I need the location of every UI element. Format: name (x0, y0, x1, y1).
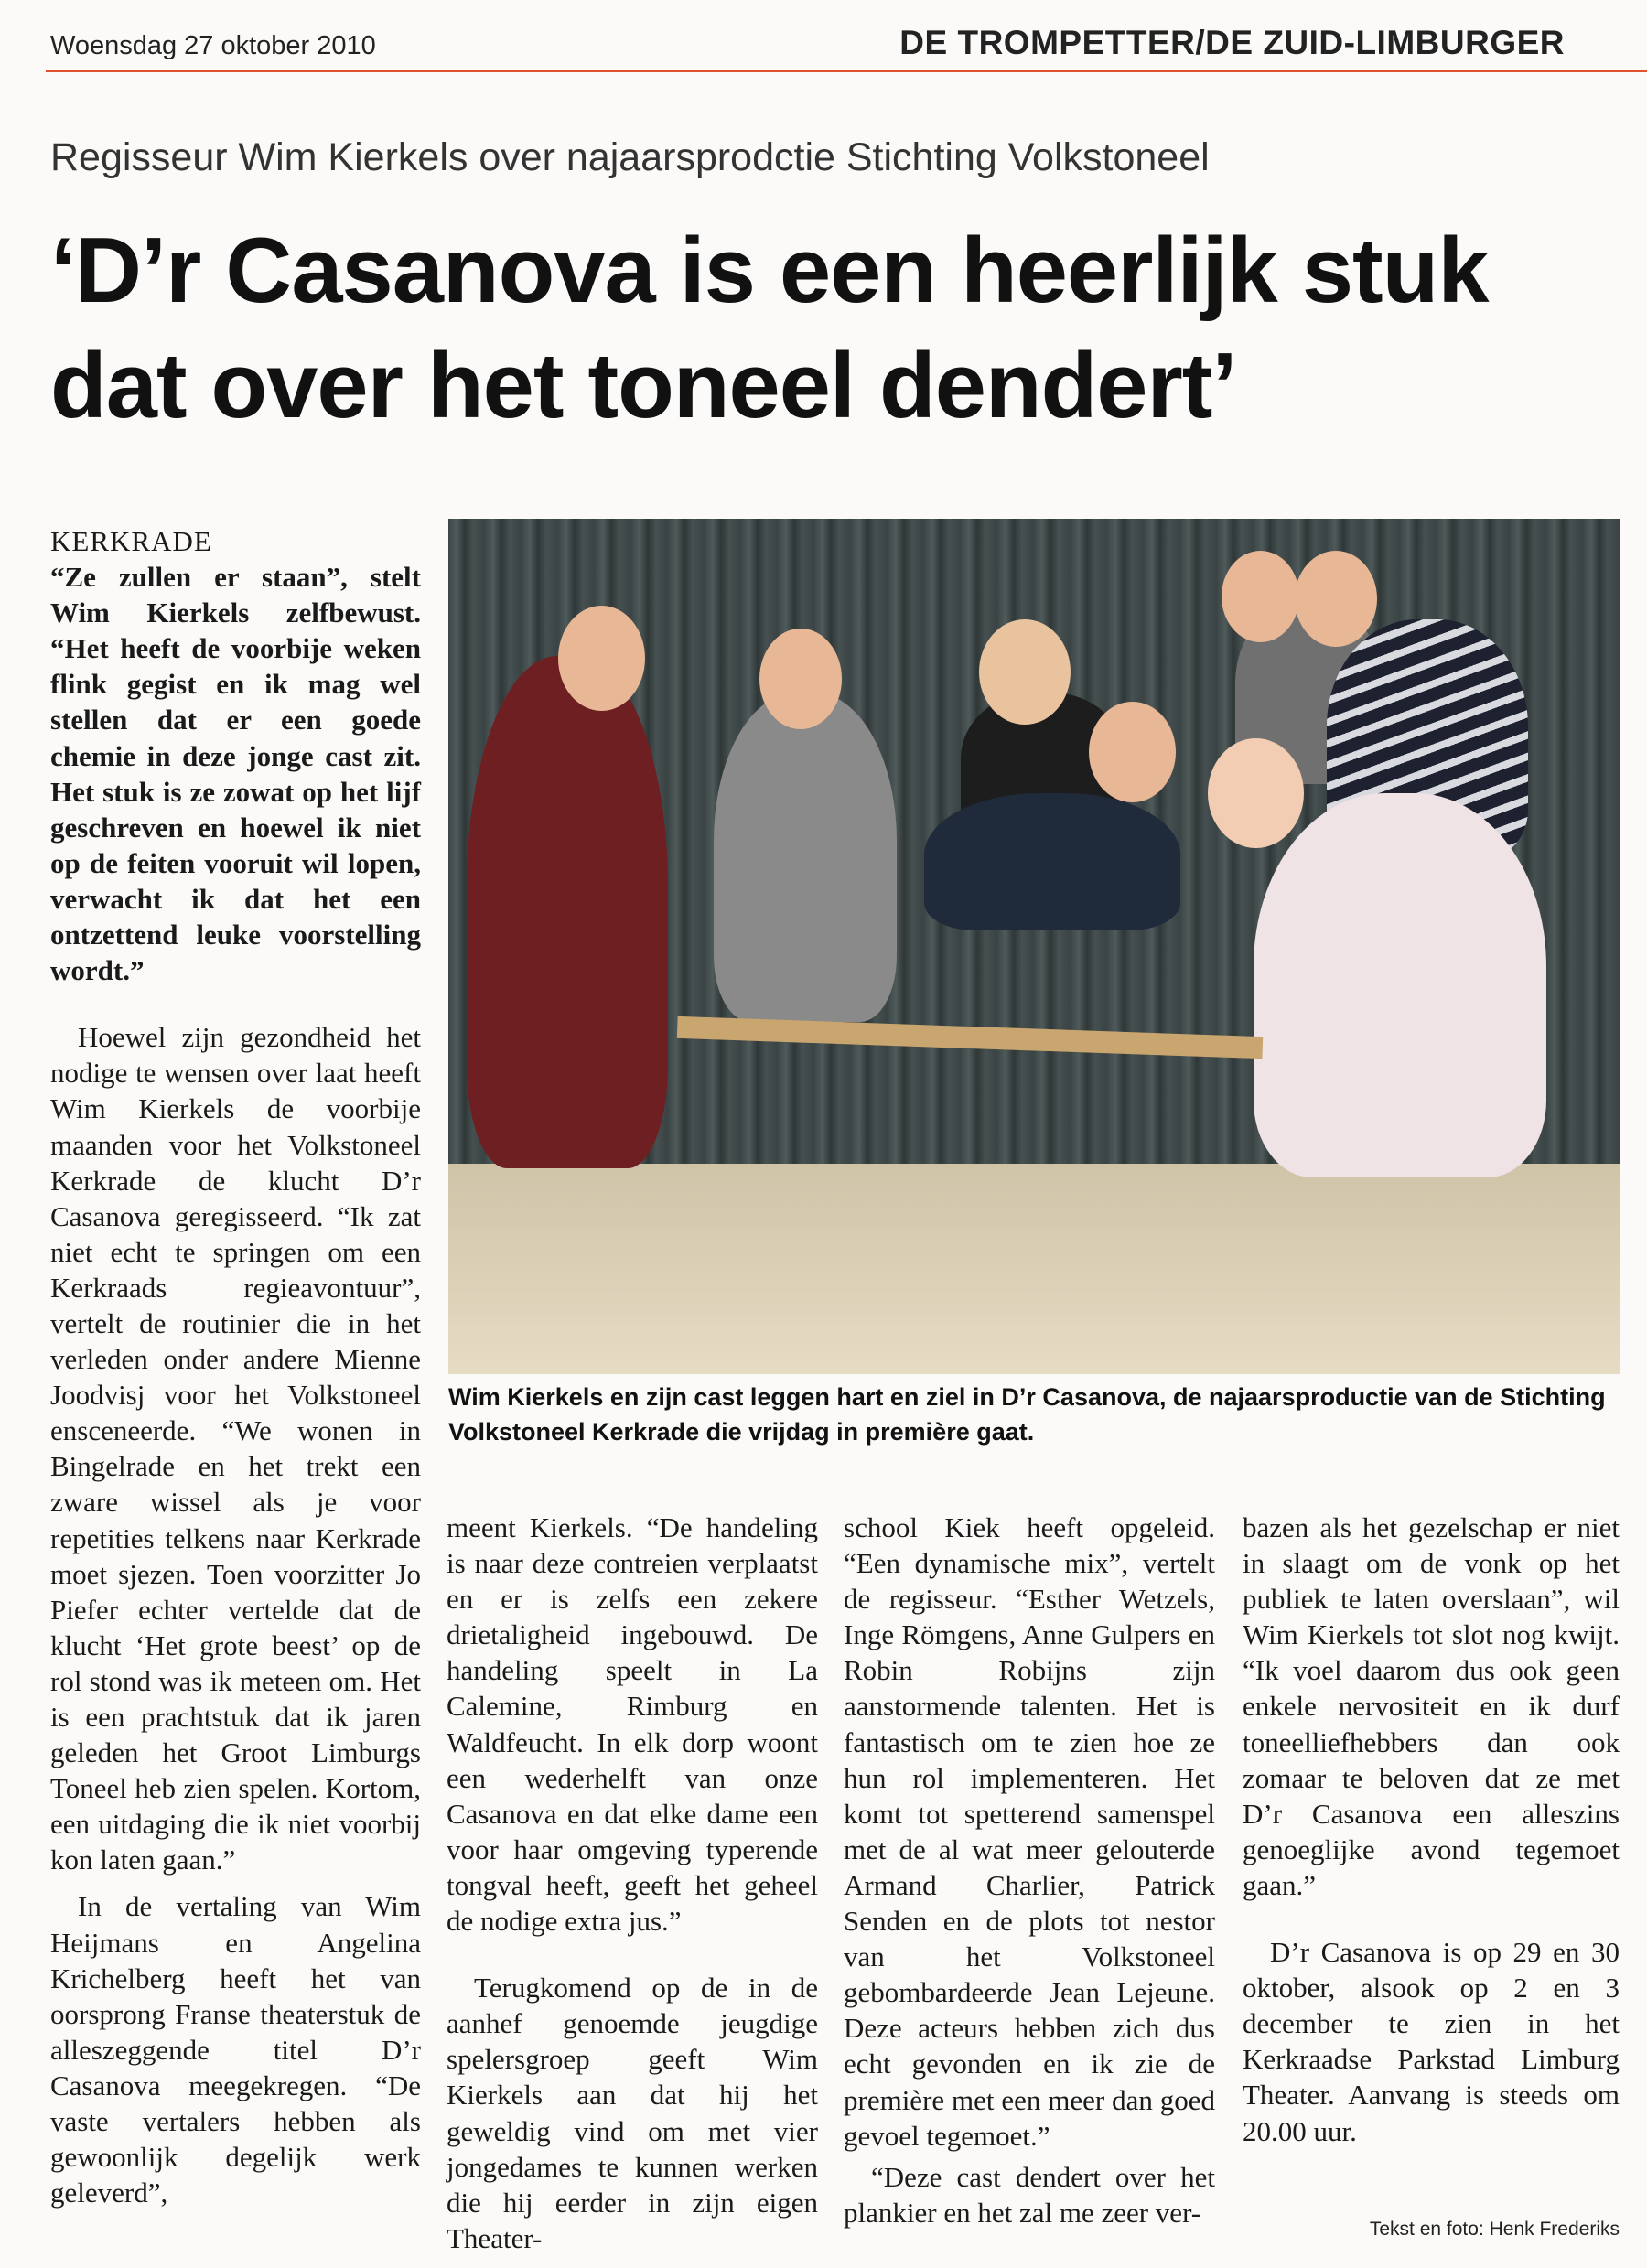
body-paragraph: school Kiek heeft opgeleid. “Een dynamische mix”, vertelt de regisseur. “Esther Wetzels, Inge Römgens, Anne Gulpers en Robin Robijns zijn aanstormende talenten. Het is fantastisch om te zien hoe ze hun rol implementeren. Het komt tot spetterend samenspel met de al wat meer gelouterde Armand Charlier, Patrick Senden en de plots tot nestor van het Volkstoneel gebombardeerde Jean Lejeune. Deze acteurs hebben zich dus echt gevonden en ik zie de première met een meer dan goed gevoel tegemoet.” (844, 1511, 1215, 2152)
photo-person-7 (1254, 793, 1546, 1177)
body-paragraph: bazen als het gezelschap er niet in slaagt om de vonk op het publiek te laten overslaan”, wil Wim Kierkels tot slot nog kwijt. “Ik voel daarom dus ook geen enkele nervositeit en ik durf toneelliefhebbers dan ook zomaar te beloven dat ze met D’r Casanova een alleszins genoeglijke avond tegemoet gaan.” (1243, 1511, 1620, 1901)
photo-person-2 (714, 693, 897, 1022)
article-column-1 (50, 523, 421, 2210)
photo-floor (448, 1164, 1620, 1374)
photo-caption: Wim Kierkels en zijn cast leggen hart en ziel in D’r Casanova, de najaarsproductie van de Stichting Volkstoneel Kerkrade die vrijdag in première gaat. (448, 1383, 1606, 1446)
body-paragraph: In de vertaling van Wim Heijmans en Angelina Krichelberg heeft het van oorsprong Franse theaterstuk de alleszeggende titel D’r Casanova meegekregen. “De vaste vertalers hebben als gewoonlijk degelijk werk geleverd”, (50, 1890, 421, 2209)
article-dateline: KERKRADE (50, 525, 212, 557)
photo-face-3 (979, 619, 1071, 725)
article-column-2 (447, 1510, 818, 2256)
photo-face-4 (1089, 702, 1176, 802)
body-paragraph: meent Kierkels. “De handeling is naar deze contreien verplaatst en er is zelfs een zekere drietaligheid ingebouwd. De handeling speelt in La Calemine, Rimburg en Waldfeucht. In elk dorp woont een wederhelft van onze Casanova en dat elke dame een voor haar omgeving typerende tongval heeft, geeft het geheel de nodige extra jus.” (447, 1511, 818, 1938)
photo-face-7 (1208, 738, 1304, 848)
photo-credit: Tekst en foto: Henk Frederiks (1369, 2219, 1620, 2240)
body-paragraph: Hoewel zijn gezondheid het nodige te wensen over laat heeft Wim Kierkels de voorbije maanden voor het Volkstoneel Kerkrade de klucht D’r Casanova geregisseerd. “Ik zat niet echt te springen om een Kerkraads regieavontuur”, vertelt de routinier die in het verleden onder andere Mienne Joodvisj voor het Volkstoneel ensceneerde. “We wonen in Bingelrade en het trekt een zware wissel als je voor repetities telkens naar Kerkrade moet sjezen. Toen voorzitter Jo Piefer echter vertelde dat de klucht ‘Het grote beest’ op de rol stond was ik meteen om. Het is een prachtstuk dat ik jaren geleden het Groot Limburgs Toneel heb zien spelen. Kortom, een uitdaging die ik niet voorbij kon laten gaan.” (50, 1021, 421, 1876)
newspaper-name: DE TROMPETTER/DE ZUID-LIMBURGER (899, 24, 1565, 61)
article-column-4 (1243, 1510, 1620, 2149)
headline-line-1: ‘D’r Casanova is een heerlijk stuk (50, 220, 1489, 322)
cast-photo (448, 519, 1620, 1374)
photo-face-2 (759, 629, 842, 729)
headline-line-2: dat over het toneel dendert’ (50, 335, 1237, 437)
article-headline (50, 213, 1624, 444)
article-column-3 (844, 1510, 1215, 2230)
article-lead: “Ze zullen er staan”, stelt Wim Kierkels zelfbewust. “Het heeft de voorbije weken flink gegist en ik mag wel stellen dat er een goede chemie in deze jonge cast zit. Het stuk is ze zowat op het lijf geschreven en hoewel ik niet op de feiten vooruit wil lopen, verwacht ik dat het een ontzettend leuke voorstelling wordt.” (50, 561, 421, 987)
photo-face-5 (1222, 551, 1299, 642)
photo-person-1 (467, 656, 668, 1168)
body-paragraph: D’r Casanova is op 29 en 30 oktober, alsook op 2 en 3 december te zien in het Kerkraadse Parkstad Limburg Theater. Aanvang is steeds om 20.00 uur. (1243, 1936, 1620, 2147)
photo-table (677, 1016, 1263, 1059)
body-paragraph: Terugkomend op de in de aanhef genoemde jeugdige spelersgroep geeft Wim Kierkels aan dat hij het geweldig vind om met vier jongedames te kunnen werken die hij eerder in zijn eigen Theater- (447, 1972, 818, 2254)
header-rule (46, 70, 1647, 72)
publication-date: Woensdag 27 oktober 2010 (50, 31, 376, 60)
body-paragraph: “Deze cast dendert over het plankier en het zal me zeer ver- (844, 2160, 1215, 2229)
photo-person-4 (924, 793, 1180, 930)
article-kicker: Regisseur Wim Kierkels over najaarsprodctie Stichting Volkstoneel (50, 135, 1210, 179)
photo-face-1 (558, 606, 645, 711)
photo-face-6 (1295, 551, 1377, 647)
